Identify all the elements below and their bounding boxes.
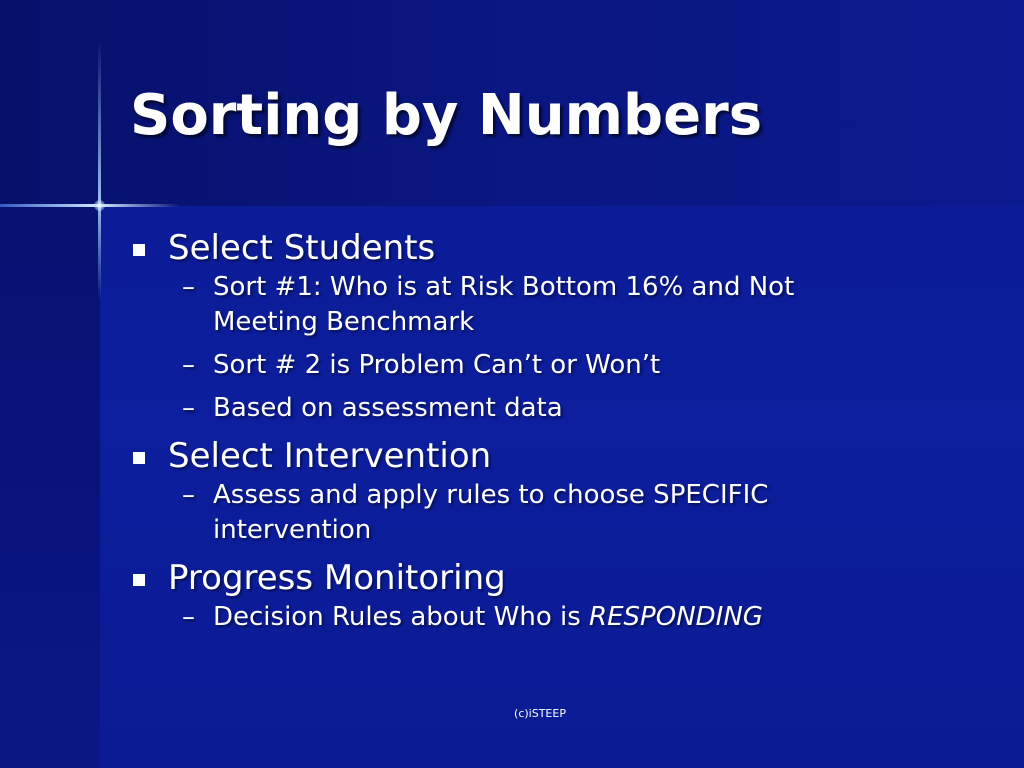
bullet-heading: Progress Monitoring: [168, 558, 506, 598]
dash-icon: –: [182, 480, 195, 510]
vertical-glow-line: [98, 40, 101, 300]
sub-bullet-text: Sort #1: Who is at Risk Bottom 16% and Not Meeting Benchmark: [213, 272, 795, 337]
dash-icon: –: [182, 272, 195, 302]
sub-bullet: [130, 391, 833, 426]
slide-content: [130, 226, 930, 643]
slide-title: Sorting by Numbers: [130, 83, 763, 148]
sub-bullet: [130, 270, 833, 340]
sub-bullet: [130, 600, 833, 635]
square-bullet-icon: [133, 452, 145, 464]
bullet-select-students: [130, 226, 930, 270]
sub-bullet-text: Sort # 2 is Problem Can’t or Won’t: [213, 350, 661, 380]
emphasis-text: RESPONDING: [589, 602, 763, 632]
square-bullet-icon: [133, 574, 145, 586]
sub-bullet: [130, 348, 833, 383]
bullet-heading: Select Intervention: [168, 436, 492, 476]
slide-footer: (c)iSTEEP: [514, 707, 566, 720]
dash-icon: –: [182, 350, 195, 380]
sub-bullet-text: Based on assessment data: [213, 393, 563, 423]
sub-bullet-text: Decision Rules about Who is: [213, 602, 590, 632]
bullet-heading: Select Students: [168, 228, 436, 268]
bullet-select-intervention: [130, 434, 930, 478]
bullet-progress-monitoring: [130, 556, 930, 600]
square-bullet-icon: [133, 244, 145, 256]
horizontal-glow-line: [0, 204, 180, 207]
sub-bullet-text: Assess and apply rules to choose SPECIFIC intervention: [213, 480, 769, 545]
dash-icon: –: [182, 602, 195, 632]
dash-icon: –: [182, 393, 195, 423]
sub-bullet: [130, 478, 833, 548]
sparkle-icon: [94, 200, 105, 211]
